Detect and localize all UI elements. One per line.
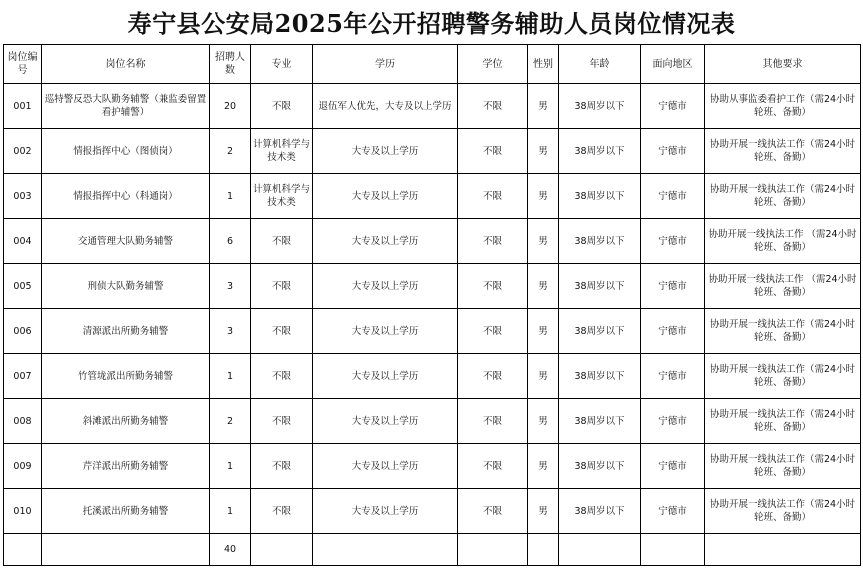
hire-count-cell: 20 bbox=[210, 84, 251, 129]
gender-cell: 男 bbox=[528, 129, 559, 174]
hire-count-cell: 2 bbox=[210, 399, 251, 444]
region-cell: 宁德市 bbox=[641, 219, 705, 264]
header-cell: 性别 bbox=[528, 45, 559, 84]
table-row bbox=[4, 489, 861, 534]
header-cell: 招聘人数 bbox=[210, 45, 251, 84]
region-cell: 宁德市 bbox=[641, 264, 705, 309]
major-cell: 不限 bbox=[251, 264, 313, 309]
gender-cell: 男 bbox=[528, 489, 559, 534]
total-cell-empty bbox=[251, 534, 313, 566]
education-cell: 大专及以上学历 bbox=[313, 399, 458, 444]
header-cell: 学历 bbox=[313, 45, 458, 84]
hire-count-cell: 3 bbox=[210, 264, 251, 309]
hire-count-cell: 1 bbox=[210, 444, 251, 489]
region-cell: 宁德市 bbox=[641, 444, 705, 489]
total-cell-empty bbox=[458, 534, 528, 566]
other-requirements-cell: 协助开展一线执法工作（需24小时轮班、备勤） bbox=[705, 309, 861, 354]
table-row bbox=[4, 309, 861, 354]
age-limit-cell: 38周岁以下 bbox=[559, 264, 641, 309]
position-id-cell: 006 bbox=[4, 309, 42, 354]
degree-cell: 不限 bbox=[458, 264, 528, 309]
education-cell: 大专及以上学历 bbox=[313, 264, 458, 309]
gender-cell: 男 bbox=[528, 354, 559, 399]
gender-cell: 男 bbox=[528, 84, 559, 129]
other-requirements-cell: 协助开展一线执法工作（需24小时轮班、备勤） bbox=[705, 399, 861, 444]
position-id-cell: 007 bbox=[4, 354, 42, 399]
major-cell: 不限 bbox=[251, 444, 313, 489]
age-limit-cell: 38周岁以下 bbox=[559, 219, 641, 264]
region-cell: 宁德市 bbox=[641, 309, 705, 354]
total-cell-empty bbox=[641, 534, 705, 566]
other-requirements-cell: 协助从事监委看护工作（需24小时轮班、备勤） bbox=[705, 84, 861, 129]
table-row bbox=[4, 444, 861, 489]
education-cell: 大专及以上学历 bbox=[313, 354, 458, 399]
degree-cell: 不限 bbox=[458, 219, 528, 264]
other-requirements-cell: 协助开展一线执法工作（需24小时轮班、备勤） bbox=[705, 444, 861, 489]
position-name-cell: 情报指挥中心（科通岗） bbox=[42, 174, 210, 219]
major-cell: 不限 bbox=[251, 489, 313, 534]
gender-cell: 男 bbox=[528, 444, 559, 489]
header-cell: 专业 bbox=[251, 45, 313, 84]
age-limit-cell: 38周岁以下 bbox=[559, 84, 641, 129]
total-cell-empty bbox=[313, 534, 458, 566]
header-cell: 岗位编号 bbox=[4, 45, 42, 84]
total-cell-empty bbox=[705, 534, 861, 566]
region-cell: 宁德市 bbox=[641, 129, 705, 174]
region-cell: 宁德市 bbox=[641, 354, 705, 399]
gender-cell: 男 bbox=[528, 219, 559, 264]
region-cell: 宁德市 bbox=[641, 489, 705, 534]
gender-cell: 男 bbox=[528, 264, 559, 309]
hire-count-cell: 6 bbox=[210, 219, 251, 264]
header-cell: 面向地区 bbox=[641, 45, 705, 84]
position-id-cell: 003 bbox=[4, 174, 42, 219]
table-body bbox=[4, 84, 861, 534]
position-id-cell: 009 bbox=[4, 444, 42, 489]
position-id-cell: 010 bbox=[4, 489, 42, 534]
education-cell: 大专及以上学历 bbox=[313, 174, 458, 219]
hire-count-cell: 1 bbox=[210, 489, 251, 534]
education-cell: 大专及以上学历 bbox=[313, 489, 458, 534]
total-cell-empty bbox=[4, 534, 42, 566]
position-name-cell: 交通管理大队勤务辅警 bbox=[42, 219, 210, 264]
region-cell: 宁德市 bbox=[641, 399, 705, 444]
total-cell-empty bbox=[559, 534, 641, 566]
degree-cell: 不限 bbox=[458, 354, 528, 399]
header-cell: 年龄 bbox=[559, 45, 641, 84]
age-limit-cell: 38周岁以下 bbox=[559, 174, 641, 219]
table-row bbox=[4, 174, 861, 219]
position-id-cell: 001 bbox=[4, 84, 42, 129]
table-row bbox=[4, 219, 861, 264]
hire-count-cell: 3 bbox=[210, 309, 251, 354]
position-id-cell: 005 bbox=[4, 264, 42, 309]
position-id-cell: 002 bbox=[4, 129, 42, 174]
other-requirements-cell: 协助开展一线执法工作（需24小时轮班、备勤） bbox=[705, 489, 861, 534]
total-cell-empty bbox=[528, 534, 559, 566]
degree-cell: 不限 bbox=[458, 309, 528, 354]
total-count: 40 bbox=[210, 534, 251, 566]
gender-cell: 男 bbox=[528, 174, 559, 219]
table-row bbox=[4, 129, 861, 174]
other-requirements-cell: 协助开展一线执法工作（需24小时轮班、备勤） bbox=[705, 174, 861, 219]
age-limit-cell: 38周岁以下 bbox=[559, 129, 641, 174]
header-cell: 学位 bbox=[458, 45, 528, 84]
major-cell: 不限 bbox=[251, 84, 313, 129]
table-row bbox=[4, 264, 861, 309]
header-cell: 其他要求 bbox=[705, 45, 861, 84]
education-cell: 退伍军人优先，大专及以上学历 bbox=[313, 84, 458, 129]
position-name-cell: 托溪派出所勤务辅警 bbox=[42, 489, 210, 534]
table-row bbox=[4, 84, 861, 129]
age-limit-cell: 38周岁以下 bbox=[559, 354, 641, 399]
total-cell-empty bbox=[42, 534, 210, 566]
positions-table bbox=[3, 44, 861, 566]
hire-count-cell: 1 bbox=[210, 354, 251, 399]
position-id-cell: 008 bbox=[4, 399, 42, 444]
degree-cell: 不限 bbox=[458, 489, 528, 534]
degree-cell: 不限 bbox=[458, 444, 528, 489]
education-cell: 大专及以上学历 bbox=[313, 129, 458, 174]
hire-count-cell: 2 bbox=[210, 129, 251, 174]
total-row bbox=[4, 534, 861, 566]
region-cell: 宁德市 bbox=[641, 174, 705, 219]
region-cell: 宁德市 bbox=[641, 84, 705, 129]
other-requirements-cell: 协助开展一线执法工作 （需24小时轮班、备勤） bbox=[705, 219, 861, 264]
degree-cell: 不限 bbox=[458, 399, 528, 444]
header-row bbox=[4, 45, 861, 84]
major-cell: 不限 bbox=[251, 354, 313, 399]
position-name-cell: 情报指挥中心（图侦岗） bbox=[42, 129, 210, 174]
other-requirements-cell: 协助开展一线执法工作（需24小时轮班、备勤） bbox=[705, 354, 861, 399]
position-name-cell: 竹管垅派出所勤务辅警 bbox=[42, 354, 210, 399]
gender-cell: 男 bbox=[528, 399, 559, 444]
education-cell: 大专及以上学历 bbox=[313, 444, 458, 489]
education-cell: 大专及以上学历 bbox=[313, 219, 458, 264]
degree-cell: 不限 bbox=[458, 174, 528, 219]
position-name-cell: 斜滩派出所勤务辅警 bbox=[42, 399, 210, 444]
hire-count-cell: 1 bbox=[210, 174, 251, 219]
table-row bbox=[4, 399, 861, 444]
position-name-cell: 清源派出所勤务辅警 bbox=[42, 309, 210, 354]
age-limit-cell: 38周岁以下 bbox=[559, 399, 641, 444]
position-name-cell: 巡特警反恐大队勤务辅警（兼监委留置看护辅警） bbox=[42, 84, 210, 129]
position-name-cell: 芹洋派出所勤务辅警 bbox=[42, 444, 210, 489]
major-cell: 不限 bbox=[251, 399, 313, 444]
header-cell: 岗位名称 bbox=[42, 45, 210, 84]
degree-cell: 不限 bbox=[458, 84, 528, 129]
age-limit-cell: 38周岁以下 bbox=[559, 444, 641, 489]
degree-cell: 不限 bbox=[458, 129, 528, 174]
document-title: 寿宁县公安局2025年公开招聘警务辅助人员岗位情况表 bbox=[127, 8, 736, 38]
position-name-cell: 刑侦大队勤务辅警 bbox=[42, 264, 210, 309]
gender-cell: 男 bbox=[528, 309, 559, 354]
major-cell: 不限 bbox=[251, 309, 313, 354]
table-row bbox=[4, 354, 861, 399]
major-cell: 不限 bbox=[251, 219, 313, 264]
major-cell: 计算机科学与技术类 bbox=[251, 174, 313, 219]
major-cell: 计算机科学与技术类 bbox=[251, 129, 313, 174]
other-requirements-cell: 协助开展一线执法工作（需24小时轮班、备勤） bbox=[705, 129, 861, 174]
education-cell: 大专及以上学历 bbox=[313, 309, 458, 354]
other-requirements-cell: 协助开展一线执法工作 （需24小时轮班、备勤） bbox=[705, 264, 861, 309]
age-limit-cell: 38周岁以下 bbox=[559, 309, 641, 354]
age-limit-cell: 38周岁以下 bbox=[559, 489, 641, 534]
position-id-cell: 004 bbox=[4, 219, 42, 264]
